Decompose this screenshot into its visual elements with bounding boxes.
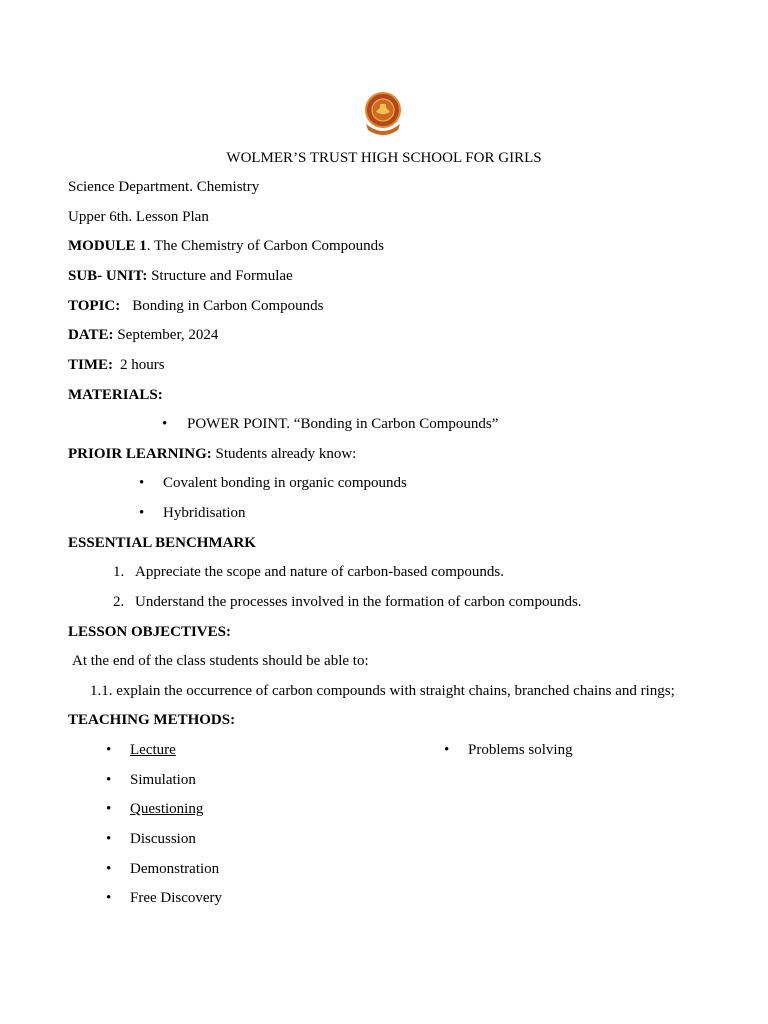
date-field xyxy=(68,325,218,345)
materials-heading: MATERIALS: xyxy=(68,387,163,403)
method-item: Questioning xyxy=(130,801,204,817)
bullet-icon: • xyxy=(139,475,145,491)
module-field xyxy=(68,236,384,256)
school-crest-icon xyxy=(362,90,404,140)
benchmark-number: 1. xyxy=(113,564,125,580)
objectives-intro: At the end of the class students should be able to: xyxy=(72,653,369,669)
benchmark-number: 2. xyxy=(113,594,125,610)
method-item: Simulation xyxy=(130,772,196,788)
method-item: Demonstration xyxy=(130,861,220,877)
topic-field xyxy=(68,296,324,316)
method-item: Problems solving xyxy=(468,742,573,758)
benchmark-item: Understand the processes involved in the formation of carbon compounds. xyxy=(135,594,582,610)
subunit-label: SUB- UNIT: xyxy=(68,268,148,284)
bullet-icon: • xyxy=(106,861,112,877)
school-name: WOLMER’S TRUST HIGH SCHOOL FOR GIRLS xyxy=(226,150,542,166)
prior-learning-text: Students already know: xyxy=(211,446,357,462)
module-label: MODULE 1 xyxy=(68,238,147,254)
objectives-heading: LESSON OBJECTIVES: xyxy=(68,624,231,640)
department-line: Science Department. Chemistry xyxy=(68,179,260,195)
prior-learning-field xyxy=(68,444,356,464)
materials-item: POWER POINT. “Bonding in Carbon Compounds” xyxy=(187,416,499,432)
bullet-icon: • xyxy=(106,742,112,758)
prior-learning-label: PRIOIR LEARNING: xyxy=(68,446,212,462)
bullet-icon: • xyxy=(444,742,450,758)
benchmark-heading: ESSENTIAL BENCHMARK xyxy=(68,535,256,551)
subunit-value: Structure and Formulae xyxy=(147,268,293,284)
prior-learning-item: Hybridisation xyxy=(163,505,246,521)
bullet-icon: • xyxy=(139,505,145,521)
subunit-field xyxy=(68,266,293,286)
date-value: September, 2024 xyxy=(113,327,219,343)
bullet-icon: • xyxy=(106,890,112,906)
topic-value: Bonding in Carbon Compounds xyxy=(132,298,324,314)
time-label: TIME: xyxy=(68,357,113,373)
prior-learning-item: Covalent bonding in organic compounds xyxy=(163,475,407,491)
objectives-item: 1.1. explain the occurrence of carbon compounds with straight chains, branched chains and rings; xyxy=(90,683,675,699)
time-field xyxy=(68,355,165,375)
time-value: 2 hours xyxy=(120,357,165,373)
method-item: Discussion xyxy=(130,831,196,847)
bullet-icon: • xyxy=(106,772,112,788)
bullet-icon: • xyxy=(106,831,112,847)
method-item: Free Discovery xyxy=(130,890,223,906)
bullet-icon: • xyxy=(106,801,112,817)
method-item: Lecture xyxy=(130,742,176,758)
lesson-plan-line: Upper 6th. Lesson Plan xyxy=(68,209,209,225)
topic-label: TOPIC: xyxy=(68,298,121,314)
methods-heading: TEACHING METHODS: xyxy=(68,712,236,728)
module-value: . The Chemistry of Carbon Compounds xyxy=(146,238,384,254)
benchmark-item: Appreciate the scope and nature of carbon-based compounds. xyxy=(135,564,505,580)
bullet-icon: • xyxy=(162,416,168,432)
date-label: DATE: xyxy=(68,327,114,343)
